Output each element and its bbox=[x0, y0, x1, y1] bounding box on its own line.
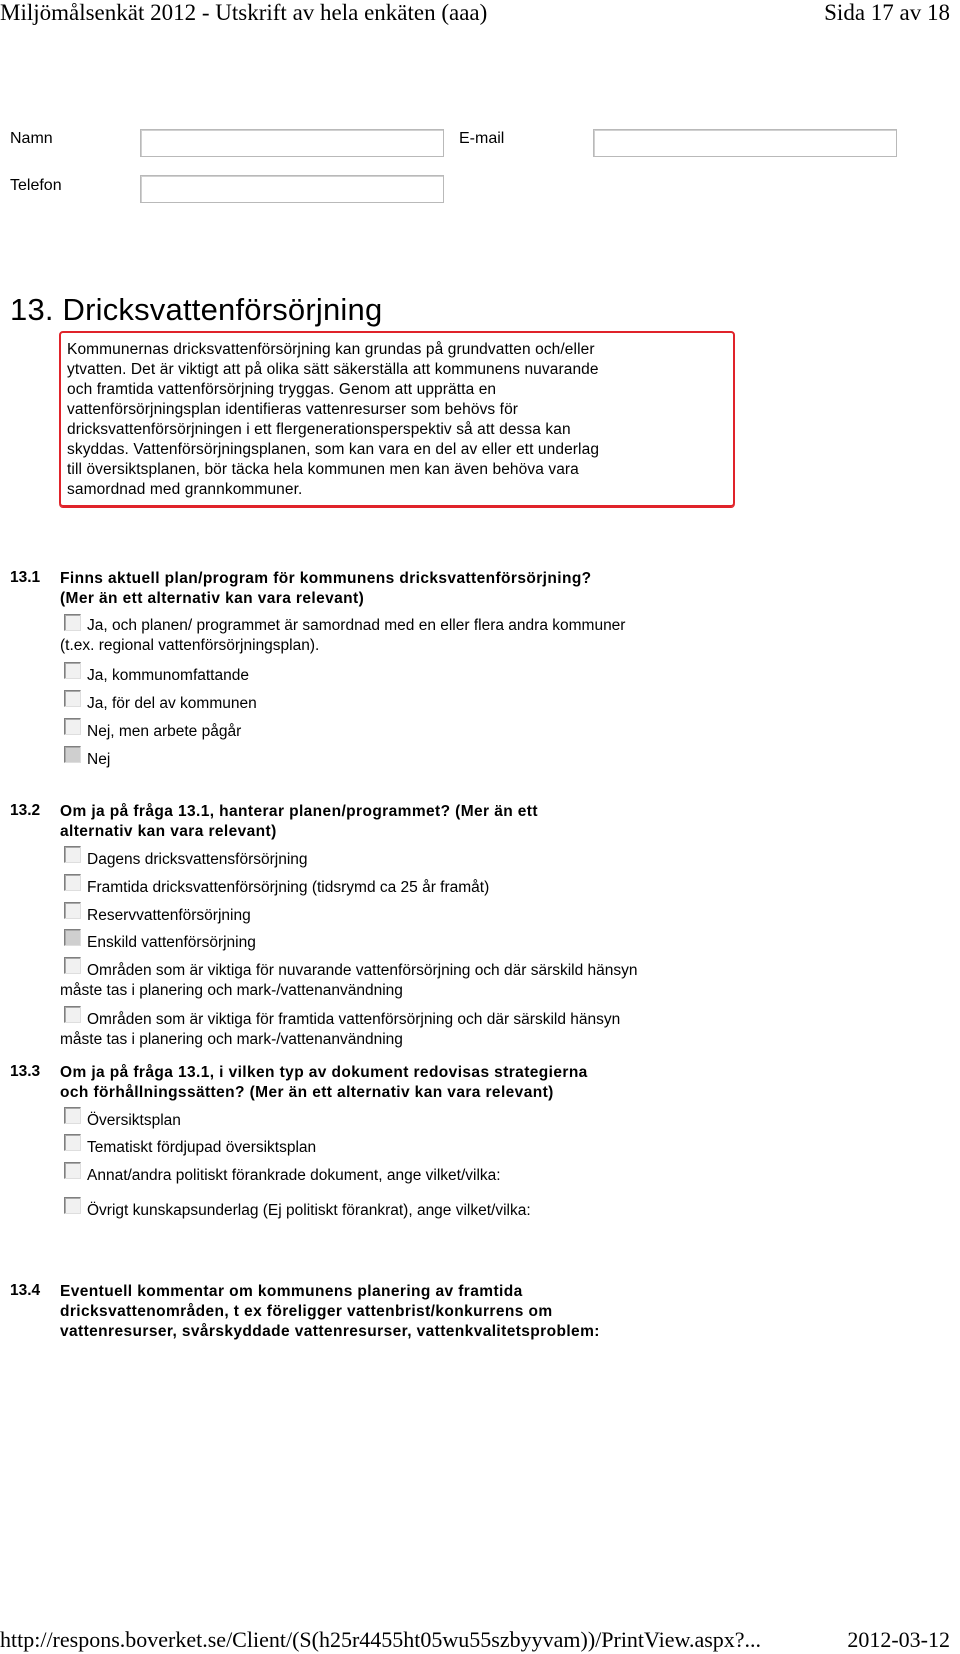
question-text: Finns aktuell plan/program för kommunens dricksvattenförsörjning? (Mer än ett alternativ kan vara relevant) bbox=[60, 570, 592, 607]
question-number: 13.2 bbox=[10, 802, 41, 819]
info-line: skyddas. Vattenförsörjningsplanen, som kan vara en del av eller ett underlag bbox=[67, 441, 600, 458]
checkbox[interactable] bbox=[64, 1134, 81, 1151]
option-label: Ja, och planen/ programmet är samordnad med en eller flera andra kommuner bbox=[87, 617, 626, 634]
option-label-cont: (t.ex. regional vattenförsörjningsplan). bbox=[60, 637, 320, 654]
info-line: dricksvattenförsörjningen i ett flergenerationsperspektiv så att dessa kan bbox=[67, 421, 571, 438]
print-footer-date: 2012-03-12 bbox=[847, 1627, 950, 1652]
section-title: 13. Dricksvattenförsörjning bbox=[10, 292, 383, 327]
section-info-text bbox=[67, 340, 727, 500]
option-label-cont: måste tas i planering och mark-/vattenanvändning bbox=[60, 982, 403, 999]
option-label: Övrigt kunskapsunderlag (Ej politiskt förankrat), ange vilket/vilka: bbox=[87, 1202, 531, 1219]
info-line: och framtida vattenförsörjning tryggas. Genom att upprätta en bbox=[67, 381, 497, 398]
option-label: Ja, för del av kommunen bbox=[87, 695, 257, 712]
checkbox[interactable] bbox=[64, 662, 81, 679]
phone-field[interactable] bbox=[140, 175, 444, 203]
question-text: Om ja på fråga 13.1, i vilken typ av dokument redovisas strategierna och förhållningssätten? (Mer än ett alternativ kan vara relevant) bbox=[60, 1064, 588, 1101]
option-label: Ja, kommunomfattande bbox=[87, 667, 249, 684]
checkbox[interactable] bbox=[64, 718, 81, 735]
checkbox[interactable] bbox=[64, 690, 81, 707]
checkbox[interactable] bbox=[64, 1107, 81, 1124]
print-header-title: Miljömålsenkät 2012 - Utskrift av hela enkäten (aaa) bbox=[0, 0, 488, 25]
option-label: Nej, men arbete pågår bbox=[87, 723, 242, 740]
name-label: Namn bbox=[10, 130, 53, 147]
checkbox[interactable] bbox=[64, 874, 81, 891]
info-line: vattenförsörjningsplan identifieras vattenresurser som behövs för bbox=[67, 401, 519, 418]
checkbox[interactable] bbox=[64, 846, 81, 863]
option-label: Dagens dricksvattensförsörjning bbox=[87, 851, 308, 868]
phone-label: Telefon bbox=[10, 177, 62, 194]
question-text: Om ja på fråga 13.1, hanterar planen/programmet? (Mer än ett alternativ kan vara relevant) bbox=[60, 803, 538, 840]
checkbox[interactable] bbox=[64, 614, 81, 631]
print-footer-url: http://respons.boverket.se/Client/(S(h25r4455ht05wu55szbyyvam))/PrintView.aspx?... bbox=[0, 1627, 762, 1652]
checkbox[interactable] bbox=[64, 957, 81, 974]
checkbox[interactable] bbox=[64, 1162, 81, 1179]
print-header-page: Sida 17 av 18 bbox=[824, 0, 950, 25]
checkbox[interactable] bbox=[64, 746, 81, 763]
option-label: Områden som är viktiga för framtida vattenförsörjning och där särskild hänsyn bbox=[87, 1011, 621, 1028]
question-number: 13.4 bbox=[10, 1282, 41, 1299]
option-label: Reservvattenförsörjning bbox=[87, 907, 251, 924]
email-label: E-mail bbox=[459, 130, 505, 147]
info-line: samordnad med grannkommuner. bbox=[67, 481, 303, 498]
option-label: Tematiskt fördjupad översiktsplan bbox=[87, 1139, 317, 1156]
email-field[interactable] bbox=[593, 129, 897, 157]
checkbox[interactable] bbox=[64, 929, 81, 946]
info-line: till översiktsplanen, bör täcka hela kommunen men kan även behöva vara bbox=[67, 461, 579, 478]
option-label: Enskild vattenförsörjning bbox=[87, 934, 256, 951]
option-label: Områden som är viktiga för nuvarande vattenförsörjning och där särskild hänsyn bbox=[87, 962, 638, 979]
question-number: 13.3 bbox=[10, 1063, 41, 1080]
option-label-cont: måste tas i planering och mark-/vattenanvändning bbox=[60, 1031, 403, 1048]
question-text: Eventuell kommentar om kommunens planering av framtida dricksvattenområden, t ex föreligger vattenbrist/konkurrens om vattenresurser, svårskyddade vattenresurser, vattenkvalitetsproblem: bbox=[60, 1283, 600, 1340]
checkbox[interactable] bbox=[64, 1006, 81, 1023]
info-line: Kommunernas dricksvattenförsörjning kan grundas på grundvatten och/eller bbox=[67, 341, 595, 358]
option-label: Nej bbox=[87, 751, 111, 768]
name-field[interactable] bbox=[140, 129, 444, 157]
option-label: Framtida dricksvattenförsörjning (tidsrymd ca 25 år framåt) bbox=[87, 879, 490, 896]
checkbox[interactable] bbox=[64, 902, 81, 919]
checkbox[interactable] bbox=[64, 1197, 81, 1214]
info-line: ytvatten. Det är viktigt att på olika sätt säkerställa att kommunens nuvarande bbox=[67, 361, 599, 378]
question-number: 13.1 bbox=[10, 569, 41, 586]
option-label: Annat/andra politiskt förankrade dokument, ange vilket/vilka: bbox=[87, 1167, 501, 1184]
option-label: Översiktsplan bbox=[87, 1112, 181, 1129]
